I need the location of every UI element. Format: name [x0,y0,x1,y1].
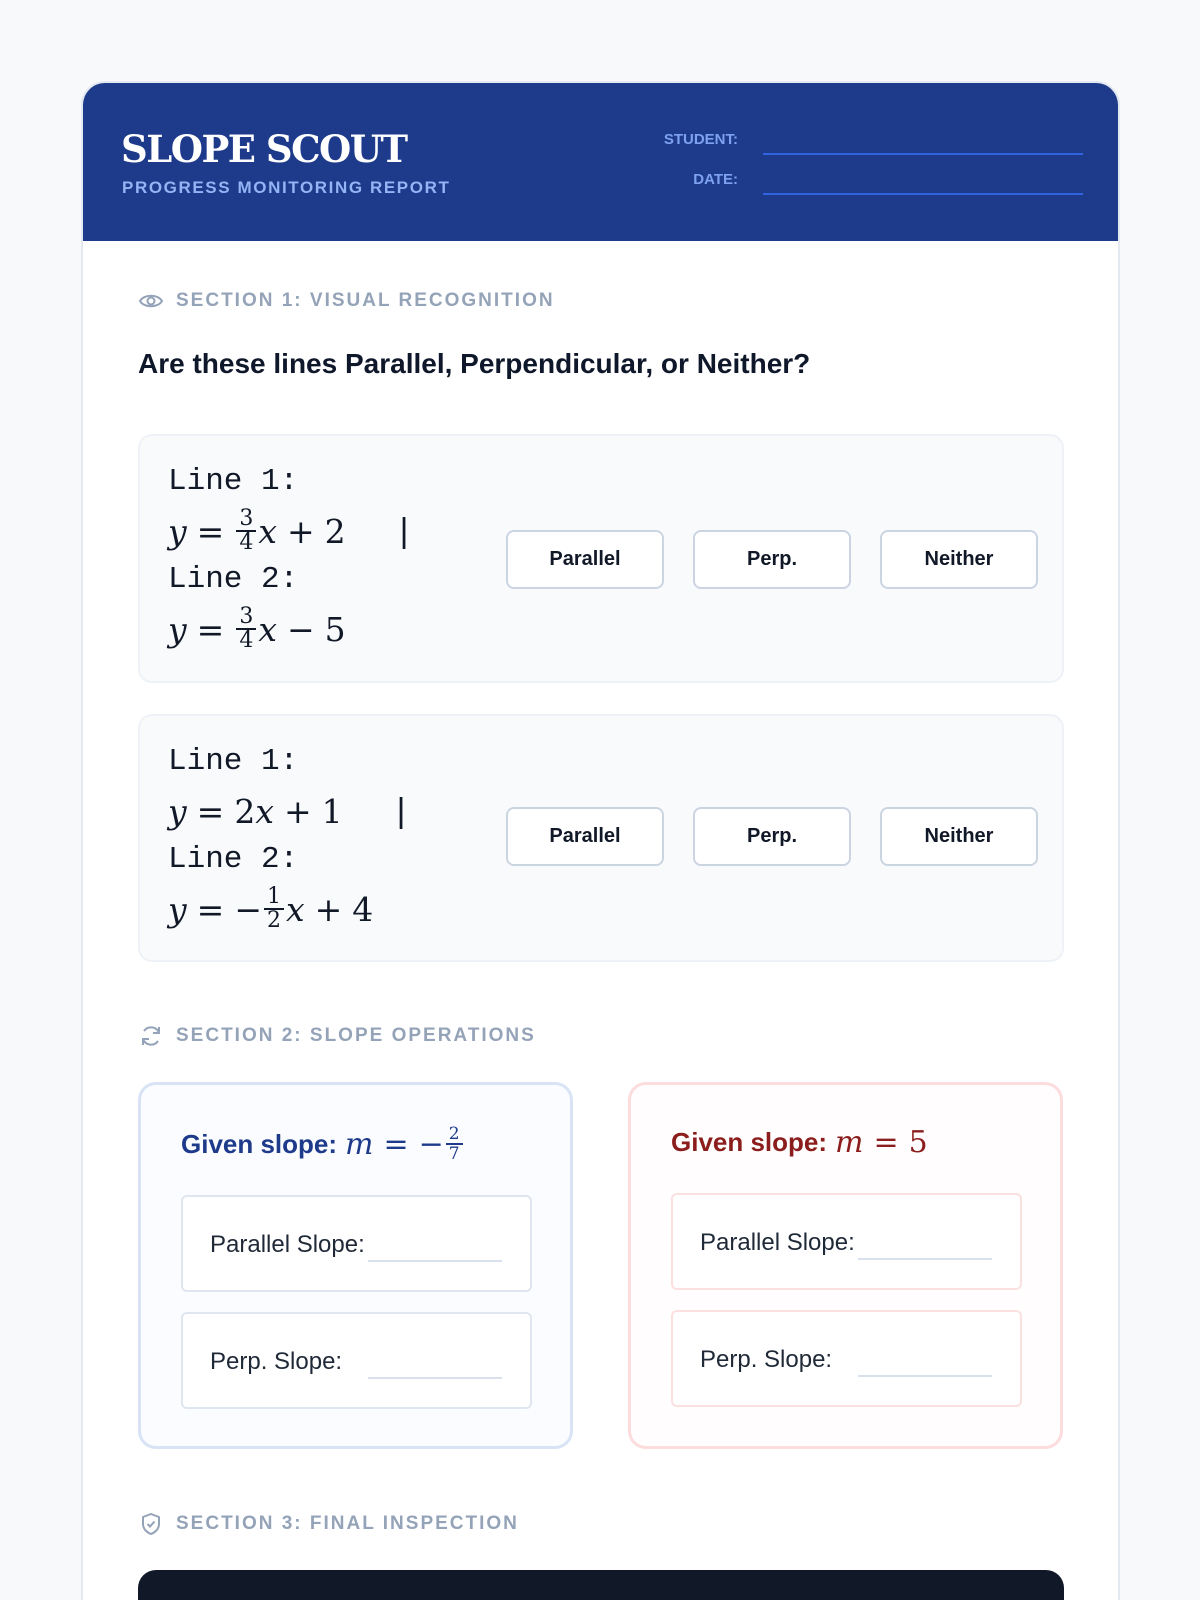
parallel-button[interactable]: Parallel [506,807,664,866]
date-field[interactable] [643,171,1083,195]
separator: | [399,511,409,550]
app-title: SLOPE SCOUT [121,127,407,171]
given-slope-value: m = − $\frac{2}{7}$ [345,1125,465,1163]
given-slope-label: Given slope: [671,1127,828,1157]
app-subtitle: PROGRESS MONITORING REPORT [122,178,451,197]
report-header [83,83,1118,241]
given-slope [671,1125,928,1160]
slope-card-2 [628,1082,1063,1449]
section-2-heading [138,1024,536,1048]
line-2-equation: y = − $\frac{1}{2}$ x + 4 [168,884,374,933]
problem-1 [138,434,1064,683]
student-input-line[interactable] [763,153,1083,155]
problem-2 [138,714,1064,962]
given-slope [181,1125,465,1163]
parallel-slope-field[interactable] [181,1195,532,1292]
given-slope-label: Given slope: [181,1128,338,1159]
separator: | [396,791,406,830]
answer-line[interactable] [368,1377,502,1379]
perp-slope-label: Perp. Slope: [700,1346,833,1373]
perpendicular-button[interactable]: Perp. [693,807,851,866]
report-card [81,81,1120,1600]
section-1-title: SECTION 1: VISUAL RECOGNITION [176,290,555,311]
problem-2-equations [168,744,405,940]
parallel-button[interactable]: Parallel [506,530,664,589]
perp-slope-field[interactable] [181,1312,532,1409]
section-3-title: SECTION 3: FINAL INSPECTION [176,1513,519,1534]
line-2-equation: y = $\frac{3}{4}$ x − 5 [168,604,346,653]
shield-check-icon [138,1512,164,1536]
perpendicular-button[interactable]: Perp. [693,530,851,589]
line-1-label: Line 1: [168,744,299,779]
student-field[interactable] [643,131,1083,155]
line-1-equation: y = 2 x + 1 | [168,791,406,831]
parallel-slope-label: Parallel Slope: [700,1229,855,1256]
answer-line[interactable] [368,1260,502,1262]
line-1-equation: y = $\frac{3}{4}$ x + 2 | [168,506,409,555]
section-1-question: Are these lines Parallel, Perpendicular, or Neither? [138,348,811,379]
problem-1-equations [168,464,408,660]
date-label: DATE: [693,171,738,188]
perp-slope-label: Perp. Slope: [210,1348,343,1375]
perp-slope-field[interactable] [671,1310,1022,1407]
parallel-slope-field[interactable] [671,1193,1022,1290]
slope-card-1 [138,1082,573,1449]
refresh-icon [138,1024,164,1048]
line-2-label: Line 2: [168,562,299,597]
neither-button[interactable]: Neither [880,530,1038,589]
student-label: STUDENT: [663,131,738,148]
section-3-heading [138,1512,519,1536]
given-slope-value: m = 5 [835,1125,928,1160]
neither-button[interactable]: Neither [880,807,1038,866]
line-2-label: Line 2: [168,842,299,877]
section-2-title: SECTION 2: SLOPE OPERATIONS [176,1025,536,1046]
answer-line[interactable] [858,1258,992,1260]
answer-line[interactable] [858,1375,992,1377]
section-1-heading [138,289,555,313]
parallel-slope-label: Parallel Slope: [210,1231,365,1258]
eye-icon [138,289,164,313]
line-1-label: Line 1: [168,464,299,499]
final-inspection-panel [138,1570,1064,1600]
date-input-line[interactable] [763,193,1083,195]
